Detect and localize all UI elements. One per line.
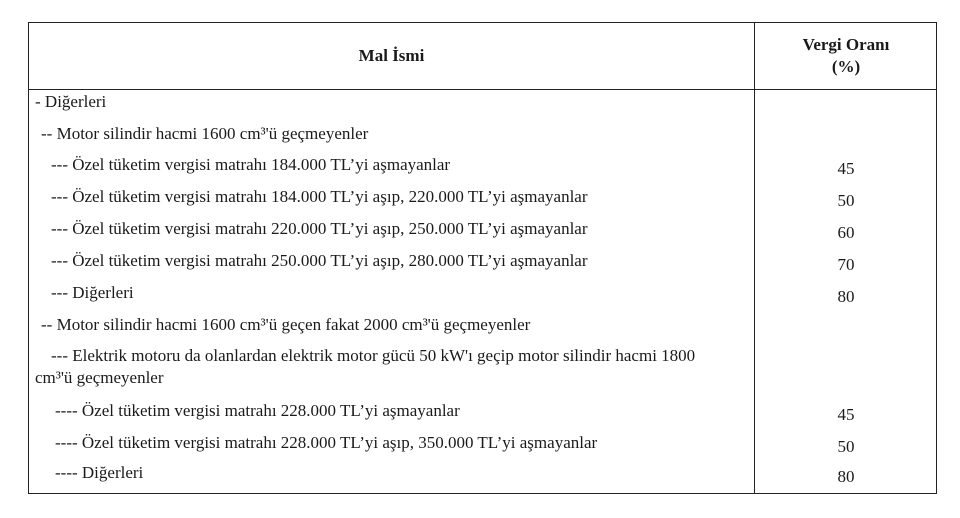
header-tax-rate-title: Vergi Oranı [802,35,890,54]
row-goods-name: ---- Diğerleri [55,463,144,482]
row-goods-name: ---- Özel tüketim vergisi matrahı 228.000 TL’yi aşıp, 350.000 TL’yi aşmayanlar [55,433,598,452]
row-goods-name: ---- Özel tüketim vergisi matrahı 228.000 TL’yi aşmayanlar [55,401,460,420]
row-tax-rate: 60 [837,223,855,242]
row-tax-rate: 70 [837,255,855,274]
row-goods-name: --- Diğerleri [51,283,134,302]
header-tax-rate-unit: (%) [831,57,861,76]
header-tax-rate [756,23,936,89]
row-goods-name: --- Elektrik motoru da olanlardan elektrik motor gücü 50 kW'ı geçip motor silindir hacmi 1800 cm³'ü geçmeyenler [35,346,696,387]
row-goods-name: -- Motor silindir hacmi 1600 cm³'ü geçen fakat 2000 cm³'ü geçmeyenler [41,315,531,334]
row-tax-rate: 80 [837,287,855,306]
row-tax-rate: 45 [837,159,855,178]
row-goods-name: - Diğerleri [35,92,107,111]
row-tax-rate: 80 [837,467,855,486]
row-goods-name: --- Özel tüketim vergisi matrahı 184.000 TL’yi aşıp, 220.000 TL’yi aşmayanlar [51,187,588,206]
row-goods-name: --- Özel tüketim vergisi matrahı 250.000 TL’yi aşıp, 280.000 TL’yi aşmayanlar [51,251,588,270]
row-tax-rate: 50 [837,191,855,210]
header-goods-name: Mal İsmi [358,46,425,65]
header-divider [29,89,936,90]
row-goods-name: --- Özel tüketim vergisi matrahı 220.000 TL’yi aşıp, 250.000 TL’yi aşmayanlar [51,219,588,238]
row-tax-rate: 45 [837,405,855,424]
row-tax-rate: 50 [837,437,855,456]
tax-rate-table [28,22,937,494]
row-goods-name: --- Özel tüketim vergisi matrahı 184.000 TL’yi aşmayanlar [51,155,451,174]
row-goods-name: -- Motor silindir hacmi 1600 cm³'ü geçmeyenler [41,124,369,143]
